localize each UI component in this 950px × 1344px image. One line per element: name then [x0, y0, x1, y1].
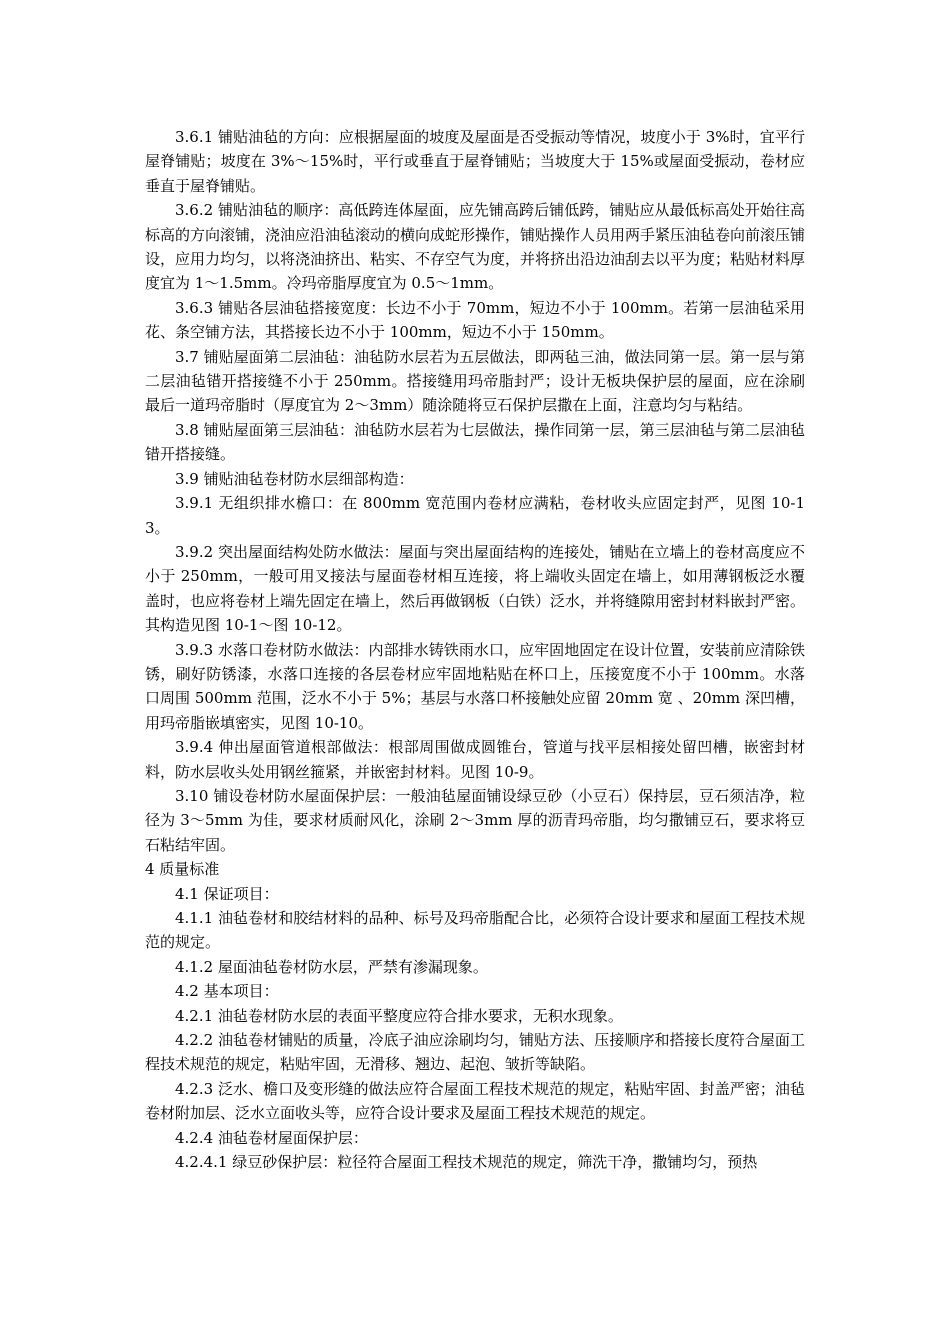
paragraph: 3.6.3 铺贴各层油毡搭接宽度：长边不小于 70mm，短边不小于 100mm。若第一层油毡采用花、条空铺方法，其搭接长边不小于 100mm，短边不小于 150mm。 — [145, 298, 805, 342]
paragraph: 4.1.1 油毡卷材和胶结材料的品种、标号及玛帝脂配合比，必须符合设计要求和屋面工程技术规范的规定。 — [145, 909, 805, 952]
paragraph: 4.2.4 油毡卷材屋面保护层： — [175, 1128, 368, 1147]
paragraph: 3.9.2 突出屋面结构处防水做法：屋面与突出屋面结构的连接处，铺贴在立墙上的卷材高度应不小于 250mm，一般可用叉接法与屋面卷材相互连接，将上端收头固定在墙上，如用薄钢板泛水覆盖时，也应将卷材上端先固定在墙上，然后再做钢板（白铁）泛水，并将缝隙用密封材料嵌封严密。其构造见图 10-1～图 10-12。 — [145, 542, 806, 635]
paragraph: 4.1.2 屋面油毡卷材防水层，严禁有渗漏现象。 — [175, 957, 488, 976]
paragraph: 3.6.2 铺贴油毡的顺序：高低跨连体屋面，应先铺高跨后铺低跨，铺贴应从最低标高处开始往高标高的方向滚铺，浇油应沿油毡滚动的横向成蛇形操作，铺贴操作人员用两手紧压油毡卷向前滚压铺设，应用力均匀，以将浇油挤出、粘实、不存空气为度，并将挤出沿边油刮去以平为度；粘贴材料厚度宜为 1～1.5mm。冷玛帝脂厚度宜为 0.5～1mm。 — [145, 201, 806, 293]
paragraph: 3.9.3 水落口卷材防水做法：内部排水铸铁雨水口，应牢固地固定在设计位置，安装前应清除铁锈，刷好防锈漆，水落口连接的各层卷材应牢固地粘贴在杯口上，压接宽度不小于 100mm。水落口周围 500mm 范围，泛水不小于 5%；基层与水落口杯接触处应留 20mm 宽 、20mm 深凹槽，用玛帝脂嵌填密实，见图 10-10。 — [145, 640, 805, 732]
paragraph: 4.2.3 泛水、檐口及变形缝的做法应符合屋面工程技术规范的规定，粘贴牢固、封盖严密；油毡卷材附加层、泛水立面收头等，应符合设计要求及屋面工程技术规范的规定。 — [145, 1079, 805, 1123]
paragraph: 3.8 铺贴屋面第三层油毡：油毡防水层若为七层做法，操作同第一层，第三层油毡与第二层油毡错开搭接缝。 — [145, 420, 805, 464]
paragraph: 4.2 基本项目： — [175, 982, 279, 1001]
paragraph: 4.2.1 油毡卷材防水层的表面平整度应符合排水要求，无积水现象。 — [175, 1006, 623, 1025]
paragraph: 3.9.1 无组织排水檐口：在 800mm 宽范围内卷材应满粘，卷材收头应固定封严，见图 10-13。 — [145, 494, 805, 537]
paragraph: 3.9 铺贴油毡卷材防水层细部构造： — [175, 469, 414, 488]
paragraph: 3.10 铺设卷材防水屋面保护层：一般油毡屋面铺设绿豆砂（小豆石）保持层，豆石须洁净，粒径为 3～5mm 为佳，要求材质耐风化，涂刷 2～3mm 厚的沥青玛帝脂，均匀撒铺豆石，要求将豆石粘结牢固。 — [145, 786, 805, 854]
paragraph: 3.7 铺贴屋面第二层油毡：油毡防水层若为五层做法，即两毡三油，做法同第一层。第一层与第二层油毡错开搭接缝不小于 250mm。搭接缝用玛帝脂封严；设计无板块保护层的屋面，应在涂刷最后一道玛帝脂时（厚度宜为 2～3mm）随涂随将豆石保护层撒在上面，注意均匀与粘结。 — [145, 347, 805, 415]
paragraph: 3.6.1 铺贴油毡的方向：应根据屋面的坡度及屋面是否受振动等情况，坡度小于 3%时，宜平行屋脊铺贴；坡度在 3%～15%时，平行或垂直于屋脊铺贴；当坡度大于 15%或屋面受振动，卷材应垂直于屋脊铺贴。 — [145, 128, 805, 195]
document-body — [145, 125, 805, 1174]
paragraph: 4.2.2 油毡卷材铺贴的质量，冷底子油应涂刷均匀，铺贴方法、压接顺序和搭接长度符合屋面工程技术规范的规定，粘贴牢固，无滑移、翘边、起泡、皱折等缺陷。 — [145, 1031, 805, 1074]
paragraph: 3.9.4 伸出屋面管道根部做法：根部周围做成圆锥台，管道与找平层相接处留凹槽，嵌密封材料，防水层收头处用钢丝箍紧，并嵌密封材料。见图 10-9。 — [145, 738, 805, 781]
paragraph: 4 质量标准 — [145, 860, 220, 879]
paragraph: 4.2.4.1 绿豆砂保护层：粒径符合屋面工程技术规范的规定，筛洗干净，撒铺均匀，预热 — [175, 1153, 758, 1172]
paragraph: 4.1 保证项目： — [175, 884, 279, 903]
